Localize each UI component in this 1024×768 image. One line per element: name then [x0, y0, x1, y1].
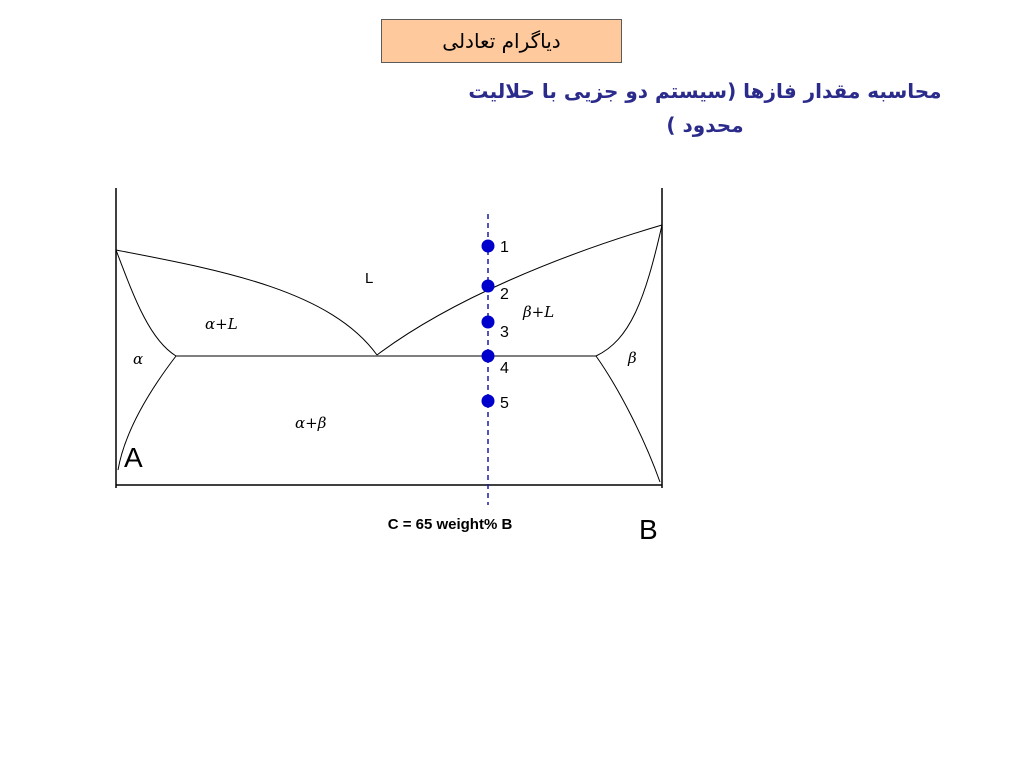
- point-label-3: 3: [500, 324, 509, 341]
- region-beta-liquid: β+L: [523, 303, 555, 321]
- subtitle-line-2: محدود ): [666, 113, 744, 137]
- point-3: [482, 316, 495, 329]
- alpha-solidus: [116, 250, 176, 356]
- region-liquid: L: [365, 270, 374, 287]
- point-2: [482, 280, 495, 293]
- point-label-4: 4: [500, 360, 509, 377]
- slide-title: دیاگرام تعادلی: [381, 19, 622, 63]
- region-beta: β: [628, 349, 637, 367]
- liquidus-left: [116, 250, 377, 355]
- point-1: [482, 240, 495, 253]
- region-alpha-liquid: α+L: [205, 315, 238, 333]
- point-4: [482, 350, 495, 363]
- point-label-5: 5: [500, 395, 509, 412]
- subtitle-line-1: محاسبه مقدار فازها (سیستم دو جزیی با حلالیت: [468, 79, 942, 103]
- component-b-label: B: [639, 514, 658, 545]
- point-label-1: 1: [500, 239, 509, 256]
- region-alpha: α: [133, 350, 144, 368]
- point-5: [482, 395, 495, 408]
- composition-label: C = 65 weight% B: [387, 516, 513, 533]
- beta-solidus: [596, 225, 662, 356]
- point-label-2: 2: [500, 286, 509, 303]
- component-a-label: A: [124, 442, 143, 473]
- region-alpha-beta: α+β: [295, 414, 327, 432]
- liquidus-right: [377, 225, 662, 355]
- beta-solvus: [596, 356, 660, 482]
